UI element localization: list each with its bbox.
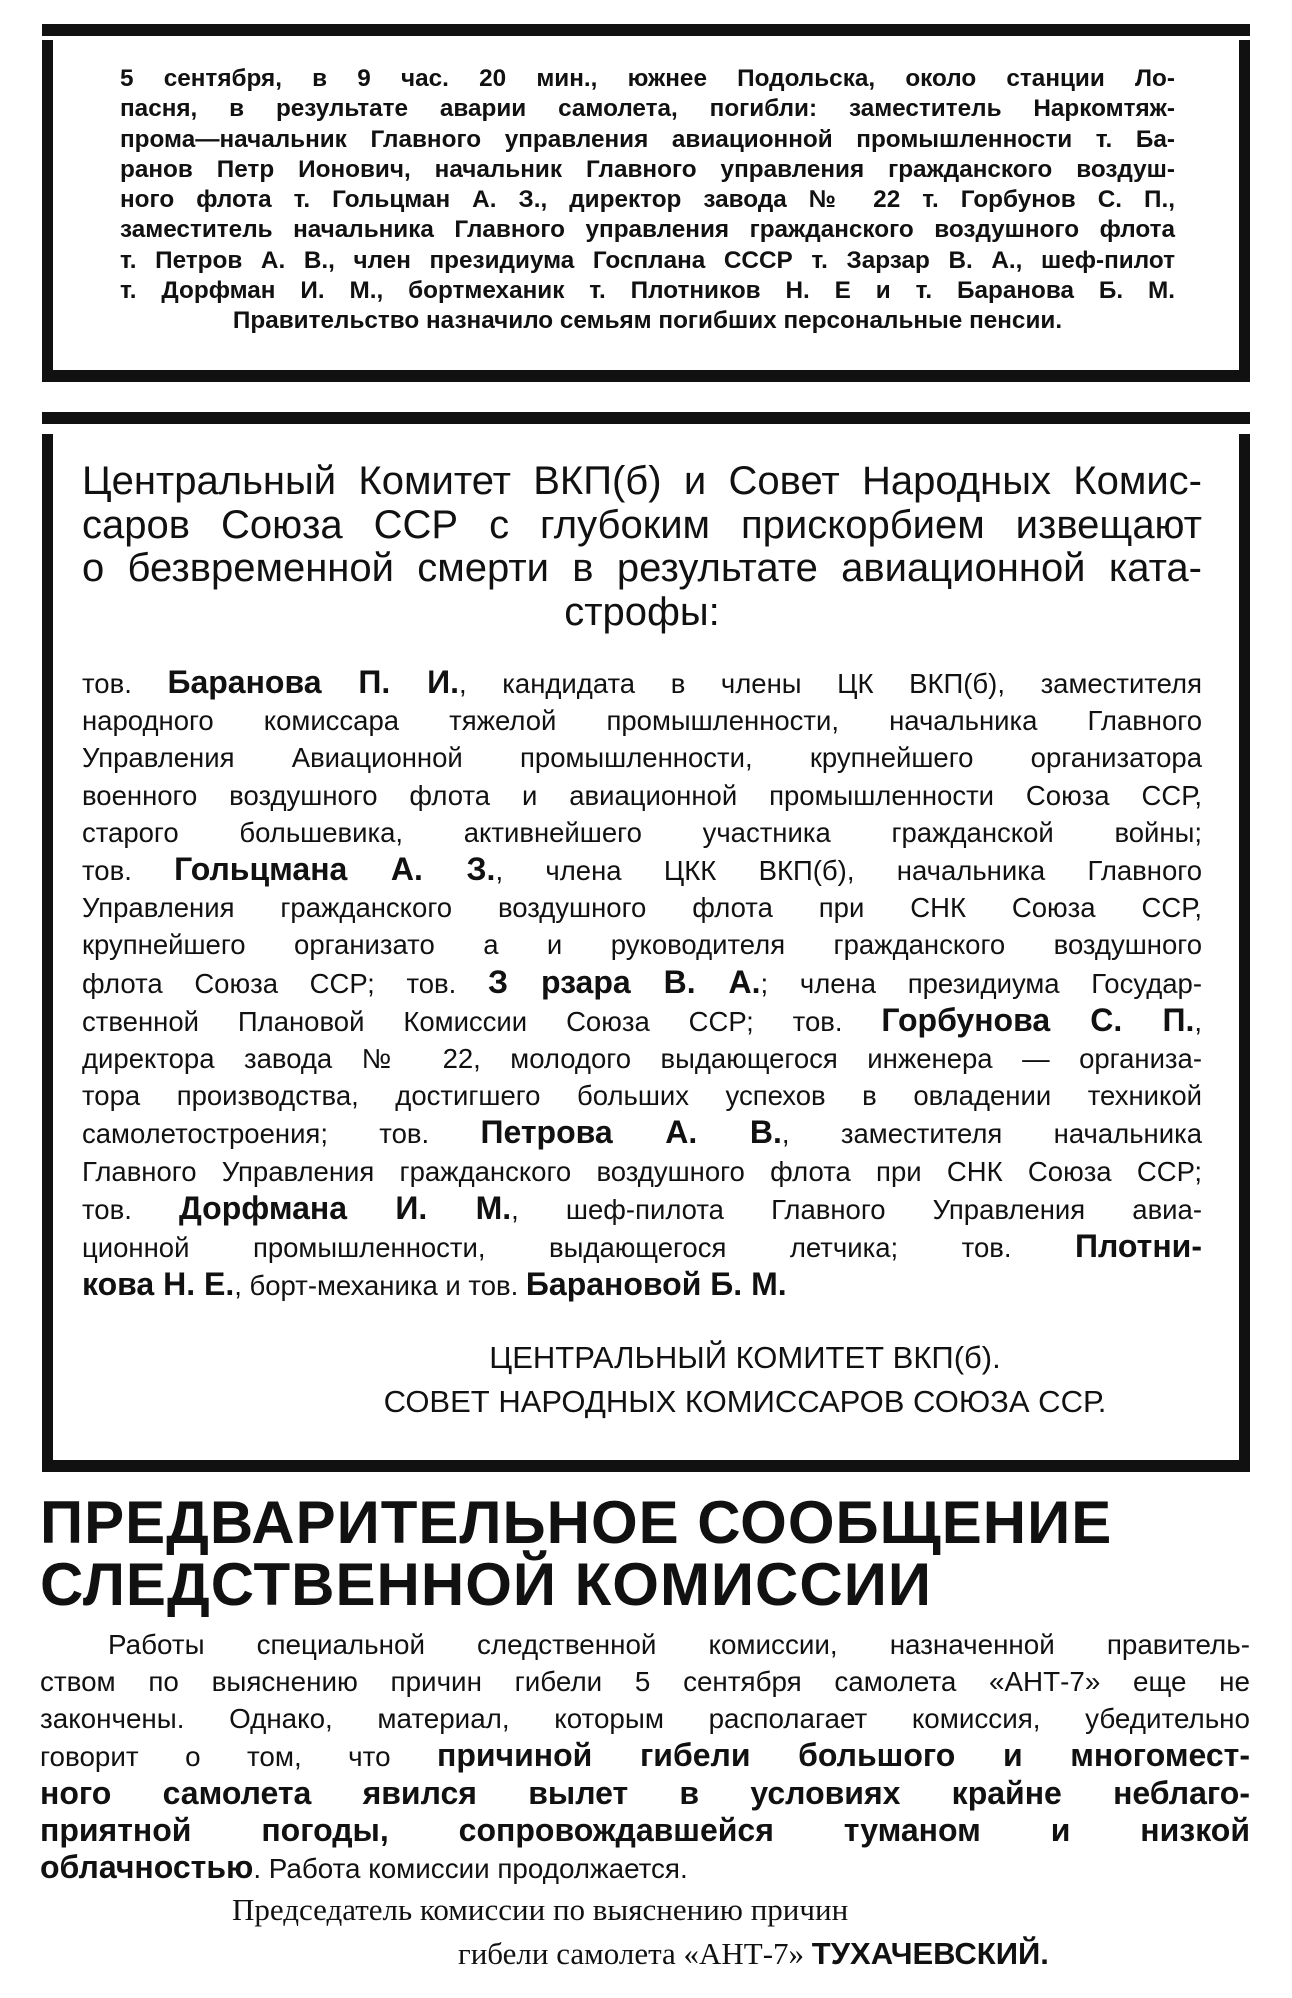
body-line [82, 664, 1202, 702]
body-line: директора завода № 22, молодого выдающегося инженера — организа- [82, 1043, 1202, 1075]
body-line: Управления гражданского воздушного флота при СНК Союза ССР, [82, 892, 1202, 924]
notice-line: пасня, в результате аварии самолета, погибли: заместитель Наркомтяж- [120, 95, 1175, 123]
body-line: народного комиссара тяжелой промышленности, начальника Главного [82, 705, 1202, 737]
report-line: закончены. Однако, материал, которым располагает комиссия, убедительно [40, 1703, 1250, 1734]
notice-line: прома—начальник Главного управления авиационной промышленности т. Ба- [120, 125, 1175, 153]
text: гибели самолета «АНТ-7» [458, 1936, 812, 1971]
person-name: Плотни- [1075, 1228, 1202, 1265]
person-name: Баранова П. И. [167, 664, 460, 700]
person-name: кова Н. Е. [82, 1266, 235, 1303]
report-line: ного самолета явился вылет в условиях крайне неблаго- [40, 1775, 1250, 1811]
report-title [40, 1489, 1250, 1618]
report-line [40, 1737, 1250, 1775]
text: ственной Плановой Комиссии Союза ССР; тов. [82, 1005, 882, 1037]
heading-line: Центральный Комитет ВКП(б) и Совет Народных Комис- [82, 459, 1202, 503]
heading-line: саров Союза ССР с глубоким прискорбием извещают [82, 502, 1202, 547]
notice-line: ного флота т. Гольцман А. З., директор завода № 22 т. Горбунов С. П., [120, 186, 1175, 214]
body-line [82, 1002, 1202, 1040]
body-line: крупнейшего организато а и руководителя гражданского воздушного [82, 929, 1202, 961]
body-line: старого большевика, активнейшего участника гражданской войны; [82, 816, 1202, 848]
report-signature-line-1: Председатель комиссии по выяснению причин [232, 1892, 849, 1927]
person-name: З рзара В. А. [487, 963, 761, 1000]
text: флота Союза ССР; тов. [82, 967, 488, 999]
obituary-signature-cc: ЦЕНТРАЛЬНЫЙ КОМИТЕТ ВКП(б). [489, 1340, 1001, 1375]
report-signature-line-2 [458, 1934, 1049, 1974]
text: тов. [82, 855, 175, 887]
emphasis-text: причиной гибели большого и многомест- [436, 1737, 1250, 1773]
text: , [1194, 1005, 1202, 1037]
chair-name: ТУХАЧЕВСКИЙ. [811, 1936, 1049, 1971]
body-line [82, 964, 1202, 1002]
report-line: приятной погоды, сопровождавшейся туманом и низкой [40, 1812, 1250, 1848]
text: говорит о том, что [40, 1741, 437, 1772]
text: , борт-механика и тов. [234, 1270, 526, 1302]
person-name: Барановой Б. М. [525, 1266, 787, 1303]
report-line: Работы специальной следственной комиссии, назначенной правитель- [108, 1629, 1250, 1660]
body-line: Главного Управления гражданского воздушного флота при СНК Союза ССР; [82, 1155, 1202, 1187]
person-name: Петрова А. В. [480, 1114, 782, 1151]
text: , заместителя начальника [781, 1118, 1202, 1150]
text: ; члена президиума Государ- [760, 967, 1202, 999]
body-line: Управления Авиационной промышленности, крупнейшего организатора [82, 742, 1202, 774]
person-name: Дорфмана И. М. [178, 1189, 512, 1226]
person-name: Горбунова С. П. [881, 1001, 1195, 1038]
body-line [82, 1190, 1202, 1228]
text: , члена ЦКК ВКП(б), начальника Главного [495, 855, 1202, 887]
obituary-heading [82, 460, 1202, 634]
notice-line: Правительство назначило семьям погибших персональные пенсии. [232, 307, 1063, 335]
text: , кандидата в члены ЦК ВКП(б), заместителя [459, 668, 1202, 699]
obituary-body [82, 664, 1202, 1304]
text: , шеф-пилота Главного Управления авиа- [511, 1193, 1202, 1225]
notice-line: т. Дорфман И. М., бортмеханик т. Плотников Н. Е и т. Баранова Б. М. [120, 277, 1175, 305]
body-line [82, 1266, 1202, 1304]
text: тов. [82, 668, 168, 699]
notice-line: заместитель начальника Главного управления гражданского воздушного флота [120, 216, 1175, 244]
heading-line: строфы: [564, 589, 720, 634]
body-line: военного воздушного флота и авиационной промышленности Союза ССР, [82, 779, 1202, 811]
obituary-signature-snk: СОВЕТ НАРОДНЫХ КОМИССАРОВ СОЮЗА ССР. [383, 1384, 1107, 1419]
heading-line: о безвременной смерти в результате авиационной ката- [82, 546, 1202, 591]
text: . Работа комиссии продолжается. [253, 1853, 688, 1884]
report-title-line: СЛЕДСТВЕННОЙ КОМИССИИ [40, 1551, 932, 1618]
person-name: Гольцмана А. З. [174, 851, 496, 888]
text: ционной промышленности, выдающегося летчика; тов. [82, 1232, 1076, 1264]
notice-line: ранов Петр Ионович, начальник Главного управления гражданского воздуш- [120, 155, 1175, 183]
body-line: тора производства, достигшего больших успехов в овладении техникой [82, 1080, 1202, 1112]
report-body [40, 1626, 1250, 1887]
top-rule-1 [42, 24, 1250, 36]
bottom-rule-2 [42, 1460, 1250, 1472]
report-line: ством по выяснению причин гибели 5 сентября самолета «АНТ-7» еще не [40, 1666, 1250, 1697]
body-line [82, 851, 1202, 889]
top-rule-2 [42, 412, 1250, 424]
text: тов. [82, 1193, 179, 1225]
notice-text [120, 64, 1175, 337]
emphasis-text: облачностью [40, 1849, 254, 1885]
body-line [82, 1228, 1202, 1266]
text: самолетостроения; тов. [82, 1118, 481, 1150]
report-line [40, 1849, 1250, 1887]
bottom-rule-1 [42, 370, 1250, 382]
notice-line: т. Петров А. В., член президиума Госплана СССР т. Зарзар В. А., шеф-пилот [120, 246, 1175, 274]
notice-line: 5 сентября, в 9 час. 20 мин., южнее Подольска, около станции Ло- [120, 65, 1175, 92]
body-line [82, 1114, 1202, 1152]
report-title-line: ПРЕДВАРИТЕЛЬНОЕ СООБЩЕНИЕ [40, 1489, 1113, 1556]
